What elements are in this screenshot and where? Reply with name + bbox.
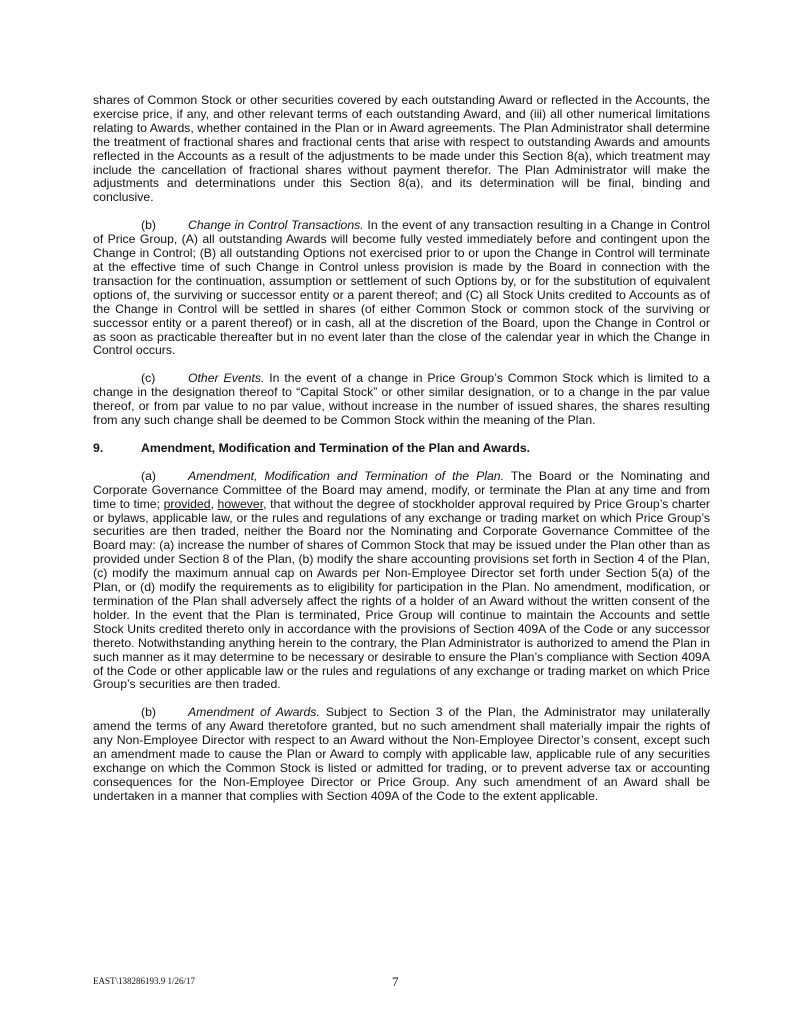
clause-title: Change in Control Transactions. <box>188 218 364 233</box>
section-9-heading <box>93 442 710 456</box>
provided-term: provided <box>163 496 211 511</box>
paragraph-9a <box>93 470 710 693</box>
paragraph-8b <box>93 219 710 358</box>
clause-mark: (a) <box>141 468 156 483</box>
however-term: however <box>217 496 264 511</box>
paragraph-8c <box>93 372 710 428</box>
clause-separator: , <box>210 496 218 511</box>
section-number: 9. <box>93 440 104 455</box>
section-title: Amendment, Modification and Termination of the Plan and Awards. <box>141 440 531 455</box>
clause-text-cont: , that without the degree of stockholder approval required by Price Group’s charter or bylaws, applicable law, or the rules and regulations of any exchange or trading market on which Price Group’s securities are then traded, neither the Board nor the Nominating and Corporate Governance Committee of the Board may: (a) increase the number of shares of Common Stock that may be issued under the Plan other than as provided under Section 8 of the Plan, (b) modify the share accounting provisions set forth in Section 4 of the Plan, (c) modify the maximum annual cap on Awards per Non-Employee Director set forth under Section 5(a) of the Plan, or (d) modify the requirements as to eligibility for participation in the Plan. No amendment, modification, or termination of the Plan shall adversely affect the rights of a holder of an Award without the written consent of the holder. In the event that the Plan is terminated, Price Group will continue to maintain the Accounts and settle Stock Units credited thereto only in accordance with the provisions of Section 409A of the Code or any successor thereto. Notwithstanding anything herein to the contrary, the Plan Administrator is authorized to amend the Plan in such manner as it may determine to be necessary or desirable to ensure the Plan’s compliance with Section 409A of the Code or other applicable law or the rules and regulations of any exchange or trading market on which Price Group’s securities are then traded. <box>93 496 710 692</box>
clause-mark: (b) <box>141 705 156 720</box>
clause-text: The Board or the Nominating and Corporate Governance Committee of the Board may amend, modify, or terminate the Plan at any time and from time to time; <box>93 468 710 511</box>
document-body <box>93 94 710 804</box>
clause-title: Other Events. <box>188 371 265 386</box>
clause-text: In the event of a change in Price Group’s Common Stock which is limited to a change in the designation thereof to “Capital Stock” or other similar designation, or to a change in the par value thereof, or from par value to no par value, without increase in the number of issued shares, the shares resulting from any such change shall be deemed to be Common Stock within the meaning of the Plan. <box>93 371 710 428</box>
clause-text: Subject to Section 3 of the Plan, the Administrator may unilaterally amend the terms of any Award theretofore granted, but no such amendment shall materially impair the rights of any Non-Employee Director with respect to an Award without the Non-Employee Director’s consent, except such an amendment made to cause the Plan or Award to comply with applicable law, applicable rule of any securities exchange on which the Common Stock is listed or admitted for trading, or to prevent adverse tax or accounting consequences for the Non-Employee Director or Price Group. Any such amendment of an Award shall be undertaken in a manner that complies with Section 409A of the Code to the extent applicable. <box>93 705 710 803</box>
paragraph-8a-continued: shares of Common Stock or other securities covered by each outstanding Award or reflected in the Accounts, the exercise price, if any, and other relevant terms of each outstanding Award, and (iii) all other numerical limitations relating to Awards, whether contained in the Plan or in Award agreements. The Plan Administrator shall determine the treatment of fractional shares and fractional cents that arise with respect to outstanding Awards and amounts reflected in the Accounts as a result of the adjustments to be made under this Section 8(a), which treatment may include the cancellation of fractional shares without payment therefor. The Plan Administrator will make the adjustments and determinations under this Section 8(a), and its determination will be final, binding and conclusive. <box>93 93 710 205</box>
clause-mark: (c) <box>141 371 156 386</box>
clause-title: Amendment, Modification and Termination of the Plan. <box>188 468 505 483</box>
page-number: 7 <box>392 974 399 989</box>
clause-text: In the event of any transaction resulting in a Change in Control of Price Group, (A) all outstanding Awards will become fully vested immediately before and contingent upon the Change in Control; (B) all outstanding Options not exercised prior to or upon the Change in Control will terminate at the effective time of such Change in Control unless provision is made by the Board in connection with the transaction for the continuation, assumption or settlement of such Options by, or for the substitution of equivalent options of, the surviving or successor entity or a parent thereof; and (C) all Stock Units credited to Accounts as of the Change in Control will be settled in shares (of either Common Stock or common stock of the surviving or successor entity or a parent thereof) or in cash, all at the discretion of the Board, upon the Change in Control or as soon as practicable thereafter but in no event later than the close of the calendar year in which the Change in Control occurs. <box>93 218 710 358</box>
clause-title: Amendment of Awards. <box>188 705 320 720</box>
clause-mark: (b) <box>141 218 156 233</box>
paragraph-9b <box>93 706 710 803</box>
footer-doc-id: EAST\138286193.9 1/26/17 <box>93 976 196 986</box>
